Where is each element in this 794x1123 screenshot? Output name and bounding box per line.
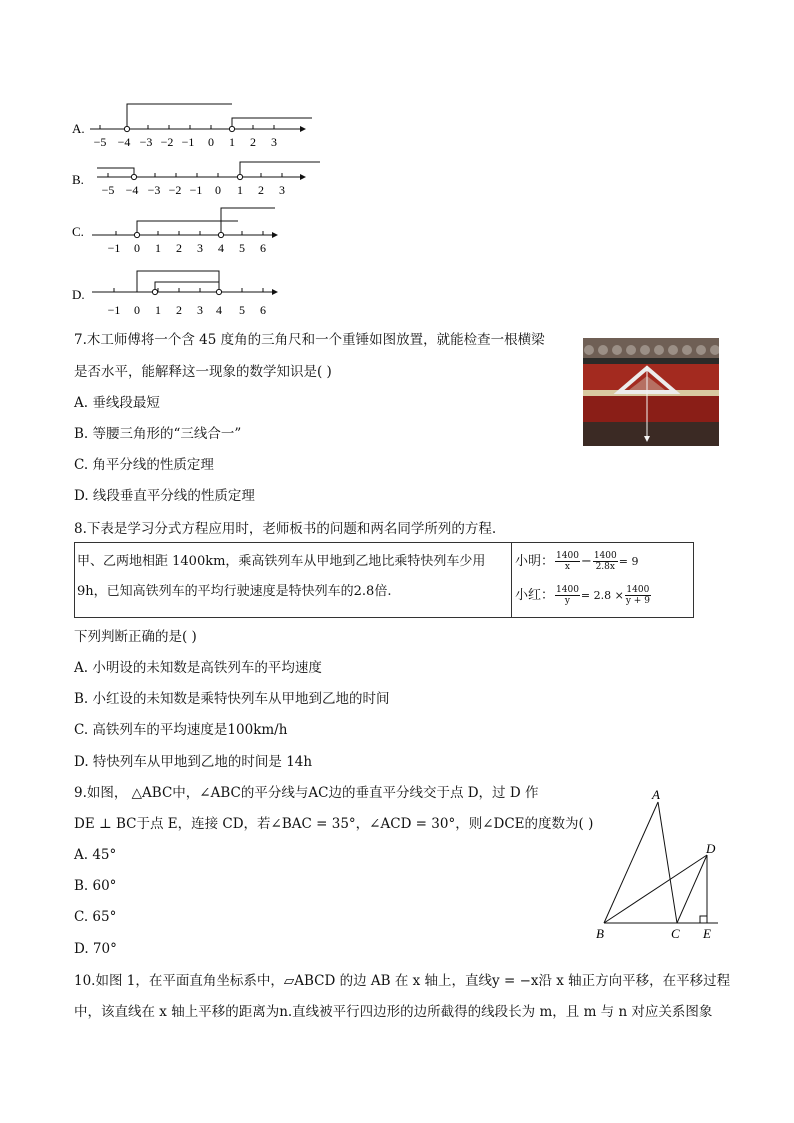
tick-label: 1 [155,241,161,255]
tick-label: 3 [279,183,285,197]
label-e: E [703,926,711,941]
mid-expression: = 2.8 × [580,589,624,602]
tick-label: 5 [239,241,245,255]
q9-option-b[interactable]: B. 60° [74,878,117,894]
numerator: 1400 [593,551,617,561]
label-d: D [706,841,716,856]
tick-label: −4 [125,183,139,197]
table-divider [511,543,512,617]
tick-label: 1 [155,303,161,317]
q7-option-c[interactable]: C. 角平分线的性质定理 [74,457,214,473]
q8-option-d[interactable]: D. 特快列车从甲地到乙地的时间是 14h [74,754,313,770]
q9-triangle-figure [590,785,730,945]
tick-label: 2 [258,183,264,197]
tick-label: −1 [107,241,121,255]
q7-option-a[interactable]: A. 垂线段最短 [74,395,160,411]
xiaohong-label: 小红： [515,588,555,603]
tick-label: 4 [216,303,222,317]
tick-label: 2 [176,303,182,317]
q7-text-line2: 是否水平，能解释这一现象的数学知识是( ) [74,364,332,380]
option-letter-b: B. [72,172,84,187]
fraction [625,585,651,606]
label-b: B [596,926,604,941]
tick-label: 0 [215,183,221,197]
label-a: A [652,787,660,802]
tick-label: 6 [260,241,266,255]
number-line-d [72,271,278,317]
denominator: 2.8x [595,562,615,572]
tick-label: −5 [93,135,107,149]
tick-label: −1 [181,135,195,149]
number-line-options [0,95,360,325]
tick-label: −1 [189,183,203,197]
q9-option-d[interactable]: D. 70° [74,941,117,957]
q7-option-b[interactable]: B. 等腰三角形的“三线合一” [74,426,242,442]
numerator: 1400 [556,585,579,595]
option-letter-a: A. [72,121,85,136]
q8-text-line1: 8.下表是学习分式方程应用时，老师板书的问题和两名同学所列的方程. [74,521,497,537]
q10-text-line1: 10.如图 1，在平面直角坐标系中，▱ABCD 的边 AB 在 x 轴上，直线y = −x沿 x 轴正方向平移，在平移过程 [74,973,731,989]
tick-label: −4 [117,135,131,149]
q9-text-line2: DE ⊥ BC于点 E，连接 CD，若∠BAC = 35°，∠ACD = 30°，则∠DCE的度数为( ) [74,816,594,832]
xiaoming-label: 小明： [515,554,555,569]
tick-label: 6 [260,303,266,317]
tick-label: −2 [160,135,174,149]
fraction [593,551,618,572]
tick-label: 4 [218,241,224,255]
tick-label: 0 [134,241,140,255]
numerator: 1400 [556,551,579,561]
denominator: y [564,596,571,606]
option-letter-d: D. [72,287,85,302]
tick-label: 0 [208,135,214,149]
table-problem-line2: 9h，已知高铁列车的平均行驶速度是特快列车的2.8倍. [77,584,392,599]
tick-label: 2 [250,135,256,149]
tick-label: 3 [271,135,277,149]
tick-label: −3 [139,135,153,149]
q8-option-a[interactable]: A. 小明设的未知数是高铁列车的平均速度 [74,660,322,676]
table-problem-line1: 甲、乙两地相距 1400km，乘高铁列车从甲地到乙地比乘特快列车少用 [77,554,486,569]
number-line-c [72,208,278,255]
q9-text-line1: 9.如图， △ABC中，∠ABC的平分线与AC边的垂直平分线交于点 D，过 D 作 [74,785,539,801]
q10-text-line2: 中，该直线在 x 轴上平移的距离为n.直线被平行四边形的边所截得的线段长为 m，且 m 与 n 对应关系图象 [74,1004,713,1020]
tick-label: 1 [237,183,243,197]
q9-option-a[interactable]: A. 45° [74,847,117,863]
number-line-b [72,162,320,197]
tick-label: 0 [134,303,140,317]
tick-label: −5 [101,183,115,197]
minus-sign: − [580,554,592,569]
q8-option-b[interactable]: B. 小红设的未知数是乘特快列车从甲地到乙地的时间 [74,691,390,707]
tick-label: 3 [197,241,203,255]
q8-option-c[interactable]: C. 高铁列车的平均速度是100km/h [74,722,288,738]
tick-label: 2 [176,241,182,255]
q7-beam-photo [583,338,719,446]
label-c: C [671,926,680,941]
numerator: 1400 [626,585,650,595]
q9-option-c[interactable]: C. 65° [74,909,117,925]
q7-option-d[interactable]: D. 线段垂直平分线的性质定理 [74,488,255,504]
tick-label: 1 [229,135,235,149]
xiaohong-equation [515,583,652,609]
tick-label: 3 [197,303,203,317]
denominator: y + 9 [625,596,650,606]
option-letter-c: C. [72,224,84,239]
fraction [555,585,580,606]
tick-label: −1 [107,303,121,317]
tick-label: −2 [168,183,182,197]
rhs: = 9 [618,555,639,568]
fraction [555,551,580,572]
number-line-a [72,104,312,149]
segment-ac [658,802,677,923]
tick-label: −3 [147,183,161,197]
right-angle-mark [700,916,707,923]
q7-text-line1: 7.木工师傅将一个含 45 度角的三角尺和一个重锤如图放置，就能检查一根横梁 [74,332,545,348]
tick-label: 5 [239,303,245,317]
xiaoming-equation [515,549,638,575]
q8-table [74,542,694,618]
q8-prompt: 下列判断正确的是( ) [74,629,197,645]
denominator: x [564,562,570,572]
